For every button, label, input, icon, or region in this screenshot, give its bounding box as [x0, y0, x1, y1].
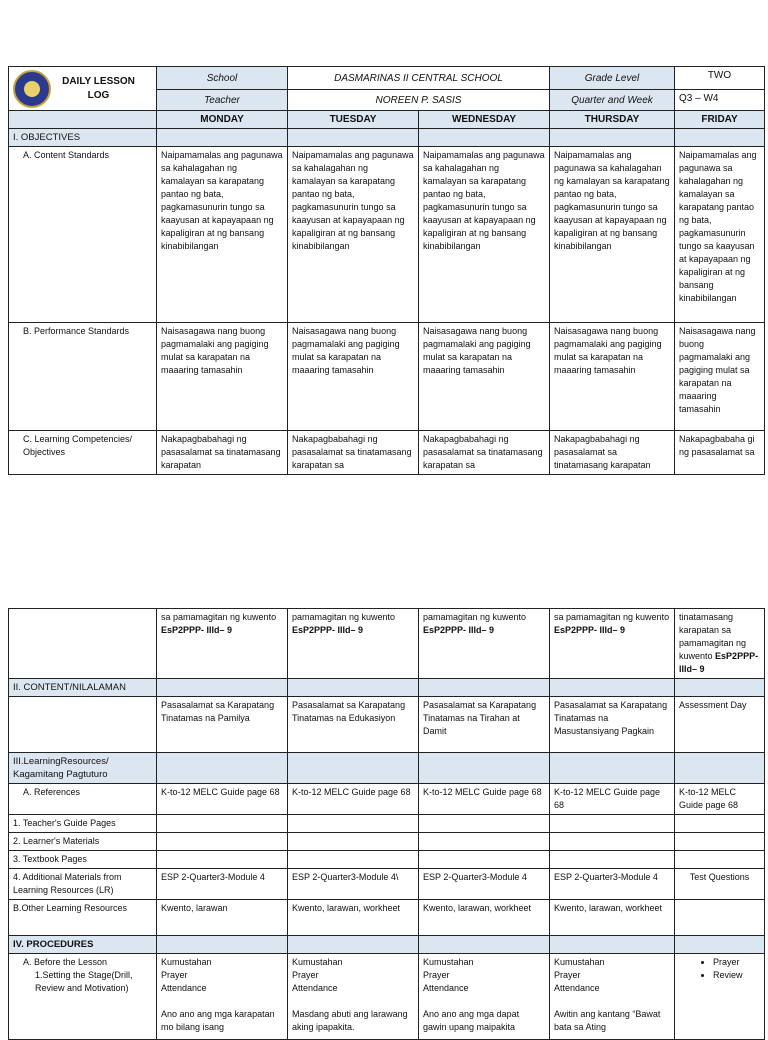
teacher-value: NOREEN P. SASIS: [288, 90, 550, 111]
competencies-monday-top: Nakapagbabahagi ng pasasalamat sa tinatamasang karapatan: [157, 431, 288, 475]
grade-level-value: TWO: [675, 67, 765, 90]
blank-header-cell: [9, 111, 157, 129]
lesson-log-page-1: [8, 66, 764, 475]
competencies-tuesday-cont: pamamagitan ng kuwento EsP2PPP- IIId– 9: [288, 609, 419, 679]
performance-standards-monday: Naisasagawa nang buong pagmamalaki ang pagiging mulat sa karapatan na maaaring tamasahin: [157, 323, 288, 431]
day-header-friday: FRIDAY: [675, 111, 765, 129]
lesson-log-table-bottom: [8, 608, 765, 1040]
teacher-label: Teacher: [157, 90, 288, 111]
content-standards-friday: Naipamamalas ang pagunawa sa kahalagahan ng kamalayan sa karapatang pantao ng bata, pagkamasunurin tungo sa kaayusan at kapayapaan ng kapaligiran at ng bansang kinabibilangan: [675, 147, 765, 323]
day-header-wednesday: WEDNESDAY: [419, 111, 550, 129]
lesson-log-page-2: [8, 608, 764, 1040]
competencies-thursday-top: Nakapagbabahagi ng pasasalamat sa tinatamasang karapatan: [550, 431, 675, 475]
school-label: School: [157, 67, 288, 90]
resources-section-label: III.LearningResources/ Kagamitang Pagtuturo: [9, 753, 157, 784]
lesson-log-table-top: [8, 66, 765, 475]
procedures-monday: Kumustahan Prayer Attendance Ano ano ang mga karapatan mo bilang isang: [157, 954, 288, 1040]
procedures-wednesday: Kumustahan Prayer Attendance Ano ano ang mga dapat gawin upang maipakita: [419, 954, 550, 1040]
competency-code: EsP2PPP- IIId– 9: [423, 625, 495, 635]
competencies-tuesday-top: Nakapagbabahagi ng pasasalamat sa tinatamasang karapatan sa: [288, 431, 419, 475]
day-header-tuesday: TUESDAY: [288, 111, 419, 129]
performance-standards-label: B. Performance Standards: [9, 323, 157, 431]
content-standards-label: A. Content Standards: [9, 147, 157, 323]
additional-tuesday: ESP 2-Quarter3-Module 4\: [288, 869, 419, 900]
before-lesson-label: A. Before the Lesson 1.Setting the Stage(Drill, Review and Motivation): [9, 954, 157, 1040]
procedures-tuesday: Kumustahan Prayer Attendance Masdang abuti ang larawang aking ipapakita.: [288, 954, 419, 1040]
other-resources-monday: Kwento, larawan: [157, 900, 288, 936]
day-header-thursday: THURSDAY: [550, 111, 675, 129]
content-topic-tuesday: Pasasalamat sa Karapatang Tinatamas na Edukasiyon: [288, 697, 419, 753]
competency-code: EsP2PPP- IIId– 9: [161, 625, 233, 635]
content-topic-friday: Assessment Day: [675, 697, 765, 753]
friday-review-item: • Review: [713, 969, 760, 982]
grade-level-label: Grade Level: [550, 67, 675, 90]
school-value: DASMARINAS II CENTRAL SCHOOL: [288, 67, 550, 90]
dll-title-cell: [9, 67, 157, 111]
other-resources-friday: [675, 900, 765, 936]
references-monday: K-to-12 MELC Guide page 68: [157, 784, 288, 815]
day-header-monday: MONDAY: [157, 111, 288, 129]
content-topic-monday: Pasasalamat sa Karapatang Tinatamas na Pamilya: [157, 697, 288, 753]
content-standards-tuesday: Naipamamalas ang pagunawa sa kahalagahan ng kamalayan sa karapatang pantao ng bata, pagkamasunurin tungo sa kaayusan at kapayapaan ng kapaligiran at ng bansang kinabibilangan: [288, 147, 419, 323]
content-standards-thursday: Naipamamalas ang pagunawa sa kahalagahan ng kamalayan sa karapatang pantao ng bata, pagkamasunurin tungo sa kaayusan at kapayapaan ng kapaligiran at ng bansang kinabibilangan: [550, 147, 675, 323]
friday-prayer-item: • Prayer: [713, 956, 760, 969]
dll-title-line2: LOG: [87, 89, 110, 101]
learners-materials-label: 2. Learner's Materials: [9, 833, 157, 851]
other-resources-wednesday: Kwento, larawan, workheet: [419, 900, 550, 936]
references-friday: K-to-12 MELC Guide page 68: [675, 784, 765, 815]
quarter-week-value: Q3 – W4: [675, 90, 765, 111]
competency-code: EsP2PPP- IIId– 9: [679, 651, 759, 674]
textbook-pages-label: 3. Textbook Pages: [9, 851, 157, 869]
performance-standards-tuesday: Naisasagawa nang buong pagmamalaki ang pagiging mulat sa karapatan na maaaring tamasahin: [288, 323, 419, 431]
competency-code: EsP2PPP- IIId– 9: [292, 625, 364, 635]
additional-monday: ESP 2-Quarter3-Module 4: [157, 869, 288, 900]
dll-title-line1: DAILY LESSON: [62, 75, 135, 87]
competencies-wednesday-cont: pamamagitan ng kuwento EsP2PPP- IIId– 9: [419, 609, 550, 679]
references-thursday: K-to-12 MELC Guide page 68: [550, 784, 675, 815]
procedures-thursday: Kumustahan Prayer Attendance Awitin ang kantang “Bawat bata sa Ating: [550, 954, 675, 1040]
competencies-wednesday-top: Nakapagbabahagi ng pasasalamat sa tinatamasang karapatan sa: [419, 431, 550, 475]
other-resources-thursday: Kwento, larawan, workheet: [550, 900, 675, 936]
additional-wednesday: ESP 2-Quarter3-Module 4: [419, 869, 550, 900]
additional-materials-label: 4. Additional Materials from Learning Resources (LR): [9, 869, 157, 900]
references-label: A. References: [9, 784, 157, 815]
performance-standards-thursday: Naisasagawa nang buong pagmamalaki ang pagiging mulat sa karapatan na maaaring tamasahin: [550, 323, 675, 431]
content-standards-wednesday: Naipamamalas ang pagunawa sa kahalagahan ng kamalayan sa karapatang pantao ng bata, pagkamasunurin tungo sa kaayusan at kapayapaan ng kapaligiran at ng bansang kinabibilangan: [419, 147, 550, 323]
competencies-monday-cont: sa pamamagitan ng kuwento EsP2PPP- IIId– 9: [157, 609, 288, 679]
performance-standards-wednesday: Naisasagawa nang buong pagmamalaki ang pagiging mulat sa karapatan na maaaring tamasahin: [419, 323, 550, 431]
setting-stage-label: 1.Setting the Stage(Drill, Review and Motivation): [35, 970, 133, 993]
competency-code: EsP2PPP- IIId– 9: [554, 625, 626, 635]
procedures-section-label: IV. PROCEDURES: [9, 936, 157, 954]
additional-friday: Test Questions: [675, 869, 765, 900]
content-topic-wednesday: Pasasalamat sa Karapatang Tinatamas na Tirahan at Damit: [419, 697, 550, 753]
deped-seal-logo: [13, 70, 51, 108]
competencies-friday-cont: tinatamasang karapatan sa pamamagitan ng kuwento EsP2PPP- IIId– 9: [675, 609, 765, 679]
references-tuesday: K-to-12 MELC Guide page 68: [288, 784, 419, 815]
other-resources-label: B.Other Learning Resources: [9, 900, 157, 936]
additional-thursday: ESP 2-Quarter3-Module 4: [550, 869, 675, 900]
competencies-friday-top: Nakapagbabaha gi ng pasasalamat sa: [675, 431, 765, 475]
competencies-thursday-cont: sa pamamagitan ng kuwento EsP2PPP- IIId– 9: [550, 609, 675, 679]
learning-competencies-label: C. Learning Competencies/ Objectives: [9, 431, 157, 475]
content-section-label: II. CONTENT/NILALAMAN: [9, 679, 157, 697]
content-standards-monday: Naipamamalas ang pagunawa sa kahalagahan ng kamalayan sa karapatang pantao ng bata, pagkamasunurin tungo sa kaayusan at kapayapaan ng kapaligiran at ng bansang kinabibilangan: [157, 147, 288, 323]
content-topic-thursday: Pasasalamat sa Karapatang Tinatamas na Masustansiyang Pagkain: [550, 697, 675, 753]
procedures-friday: [675, 954, 765, 1040]
objectives-section-label: I. OBJECTIVES: [9, 129, 157, 147]
teachers-guide-label: 1. Teacher's Guide Pages: [9, 815, 157, 833]
quarter-week-label: Quarter and Week: [550, 90, 675, 111]
other-resources-tuesday: Kwento, larawan, workheet: [288, 900, 419, 936]
references-wednesday: K-to-12 MELC Guide page 68: [419, 784, 550, 815]
performance-standards-friday: Naisasagawa nang buong pagmamalaki ang pagiging mulat sa karapatan na maaaring tamasahin: [675, 323, 765, 431]
